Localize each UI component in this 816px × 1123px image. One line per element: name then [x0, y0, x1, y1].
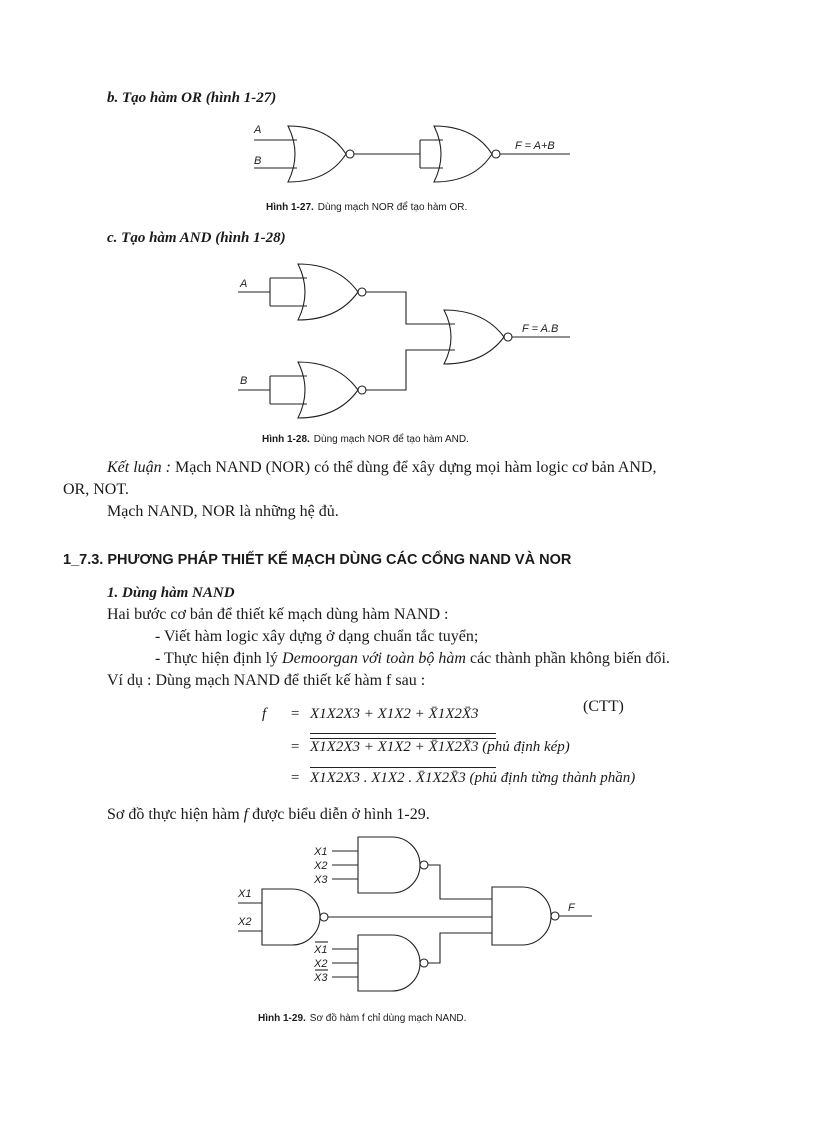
diagram-note: [107, 806, 430, 824]
section-1-7-3-title: 1_7.3. PHƯƠNG PHÁP THIẾT KẾ MẠCH DÙNG CÁC CỔNG NAND VÀ NOR: [63, 552, 572, 568]
fig129-caption-text: Sơ đồ hàm f chỉ dùng mạch NAND.: [309, 1013, 467, 1024]
nand-gate-bottom: [358, 935, 420, 991]
fig128-input-b: B: [240, 375, 248, 387]
overline-outer: [310, 767, 496, 768]
fig128-input-a: A: [240, 278, 248, 290]
nor-gate-bottom: [298, 362, 358, 418]
fig129-mid-x2: X2: [238, 916, 252, 928]
fig129-caption-label: Hình 1-29.: [258, 1013, 306, 1024]
fig127-caption-label: Hình 1-27.: [266, 202, 314, 213]
diagram-note-b: được biểu diễn ở hình 1-29.: [252, 806, 430, 823]
conclusion-line-3: Mạch NAND, NOR là những hệ đủ.: [107, 503, 339, 520]
nand-step-1: - Viết hàm logic xây dựng ở dạng chuẩn tắc tuyển;: [155, 628, 479, 645]
nor-gate-top: [298, 264, 358, 320]
nand-step-2-a: - Thực hiện định lý: [155, 650, 279, 667]
equation-3: X1X2X3 . X1X2 . X̄1X2X̄3 (phủ định từng thành phần): [310, 770, 636, 786]
inversion-bubble-2: [492, 150, 500, 158]
nand-step-2: [155, 650, 670, 668]
nand-example: Ví dụ : Dùng mạch NAND để thiết kế hàm f sau :: [107, 672, 426, 689]
diagram-note-a: Sơ đồ thực hiện hàm: [107, 806, 240, 823]
fig129-bot-x2: X2: [314, 958, 328, 970]
nand-gate-output: [492, 887, 551, 945]
conclusion-line-1: [107, 459, 656, 477]
nand-subtitle: 1. Dùng hàm NAND: [107, 585, 235, 601]
fig127-input-b: B: [254, 155, 262, 167]
diagram-note-f: f: [243, 806, 249, 823]
nand-gate-top: [358, 837, 420, 893]
nand-step-2-c: các thành phần không biến đổi.: [469, 650, 670, 667]
fig129-mid-x1: X1: [238, 888, 252, 900]
fig129-top-x1: X1: [314, 846, 328, 858]
figure-1-29: [230, 835, 600, 995]
fig127-input-a: A: [254, 124, 262, 136]
eq-sign-3: =: [290, 770, 301, 786]
nor-gate-2: [434, 126, 492, 182]
fig127-caption-text: Dùng mạch NOR để tạo hàm OR.: [317, 202, 468, 213]
figure-1-28: [230, 258, 580, 426]
conclusion-line-2: OR, NOT.: [63, 481, 129, 498]
nand-gate-middle: [262, 889, 320, 945]
nand-step-2-b: Demoorgan với toàn bộ hàm: [282, 650, 466, 667]
fig129-bot-x3: X3: [314, 972, 328, 984]
eq-sign-2: =: [290, 739, 301, 755]
ctt-label: (CTT): [583, 698, 624, 715]
fig128-caption: [262, 434, 469, 445]
fig129-caption: [258, 1013, 466, 1024]
eq-sign-1: =: [290, 706, 301, 722]
fig128-caption-text: Dùng mạch NOR để tạo hàm AND.: [313, 434, 469, 445]
nor-gate-output: [444, 310, 504, 364]
fig129-bot-x1: X1: [314, 944, 328, 956]
fig129-output: F: [568, 902, 575, 914]
conclusion-lead: Kết luận :: [107, 459, 171, 476]
fig128-caption-label: Hình 1-28.: [262, 434, 310, 445]
fig127-output: F = A+B: [515, 140, 555, 152]
fig127-caption: [266, 202, 467, 213]
nor-gate-1: [288, 126, 346, 182]
eq-lhs: f: [262, 706, 267, 722]
section-c-title: c. Tạo hàm AND (hình 1-28): [107, 230, 286, 246]
nand-intro: Hai bước cơ bản để thiết kế mạch dùng hàm NAND :: [107, 606, 449, 623]
equation-1: X1X2X3 + X1X2 + X̄1X2X̄3: [310, 706, 479, 722]
fig128-output: F = A.B: [522, 323, 559, 335]
equation-2: X1X2X3 + X1X2 + X̄1X2X̄3 (phủ định kép): [310, 739, 570, 755]
section-b-title: b. Tạo hàm OR (hình 1-27): [107, 90, 277, 106]
conclusion-text: Mạch NAND (NOR) có thể dùng để xây dựng mọi hàm logic cơ bản AND,: [175, 459, 657, 476]
fig129-top-x3: X3: [314, 874, 328, 886]
figure-1-27: [240, 118, 580, 190]
fig129-top-x2: X2: [314, 860, 328, 872]
inversion-bubble-1: [346, 150, 354, 158]
